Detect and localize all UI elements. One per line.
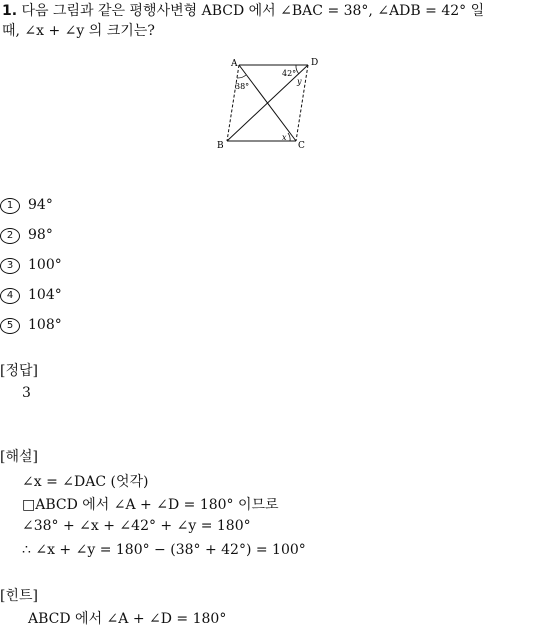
choice-2[interactable] (0, 227, 53, 244)
vertex-label-b: B (217, 141, 224, 151)
choice-text: 100° (28, 257, 62, 273)
choice-number: 4 (0, 288, 20, 304)
question-number: 1. (2, 3, 18, 19)
choice-number: 5 (0, 318, 20, 334)
choice-text: 94° (28, 197, 53, 213)
parallelogram-figure (210, 54, 325, 154)
choice-4[interactable] (0, 287, 62, 304)
vertex-label-d: D (311, 58, 319, 68)
choice-number: 3 (0, 258, 20, 274)
angle-label-y: y (297, 77, 302, 86)
choice-5[interactable] (0, 317, 62, 334)
question-line-1 (2, 0, 484, 22)
question-text-1: 다음 그림과 같은 평행사변형 ABCD 에서 ∠BAC = 38°, ∠ADB = 42° 일 (21, 3, 485, 19)
angle-label-42: 42° (282, 69, 297, 78)
question-line-2 (2, 20, 155, 42)
choice-3[interactable] (0, 257, 62, 274)
choice-number: 1 (0, 198, 20, 214)
choice-text: 98° (28, 227, 53, 243)
choice-number: 2 (0, 228, 20, 244)
explanation-heading: [해설] (0, 449, 38, 465)
question-text-2: 때, ∠x + ∠y 의 크기는? (2, 23, 155, 39)
explanation-line-3: ∠38° + ∠x + ∠42° + ∠y = 180° (22, 518, 251, 534)
vertex-label-a: A (231, 59, 238, 69)
explanation-line-2: □ABCD 에서 ∠A + ∠D = 180° 이므로 (22, 497, 279, 513)
hint-heading: [힌트] (0, 588, 38, 604)
hint-line: ABCD 에서 ∠A + ∠D = 180° (28, 611, 227, 627)
vertex-label-c: C (298, 141, 305, 151)
answer-value: 3 (22, 385, 31, 401)
choice-text: 104° (28, 287, 62, 303)
choice-text: 108° (28, 317, 62, 333)
choice-1[interactable] (0, 197, 53, 214)
explanation-line-1: ∠x = ∠DAC (엇각) (22, 474, 149, 490)
angle-label-x: x (282, 133, 287, 142)
explanation-line-4: ∴ ∠x + ∠y = 180° − (38° + 42°) = 100° (22, 542, 306, 558)
answer-heading: [정답] (0, 363, 38, 379)
angle-label-38: 38° (235, 82, 250, 91)
